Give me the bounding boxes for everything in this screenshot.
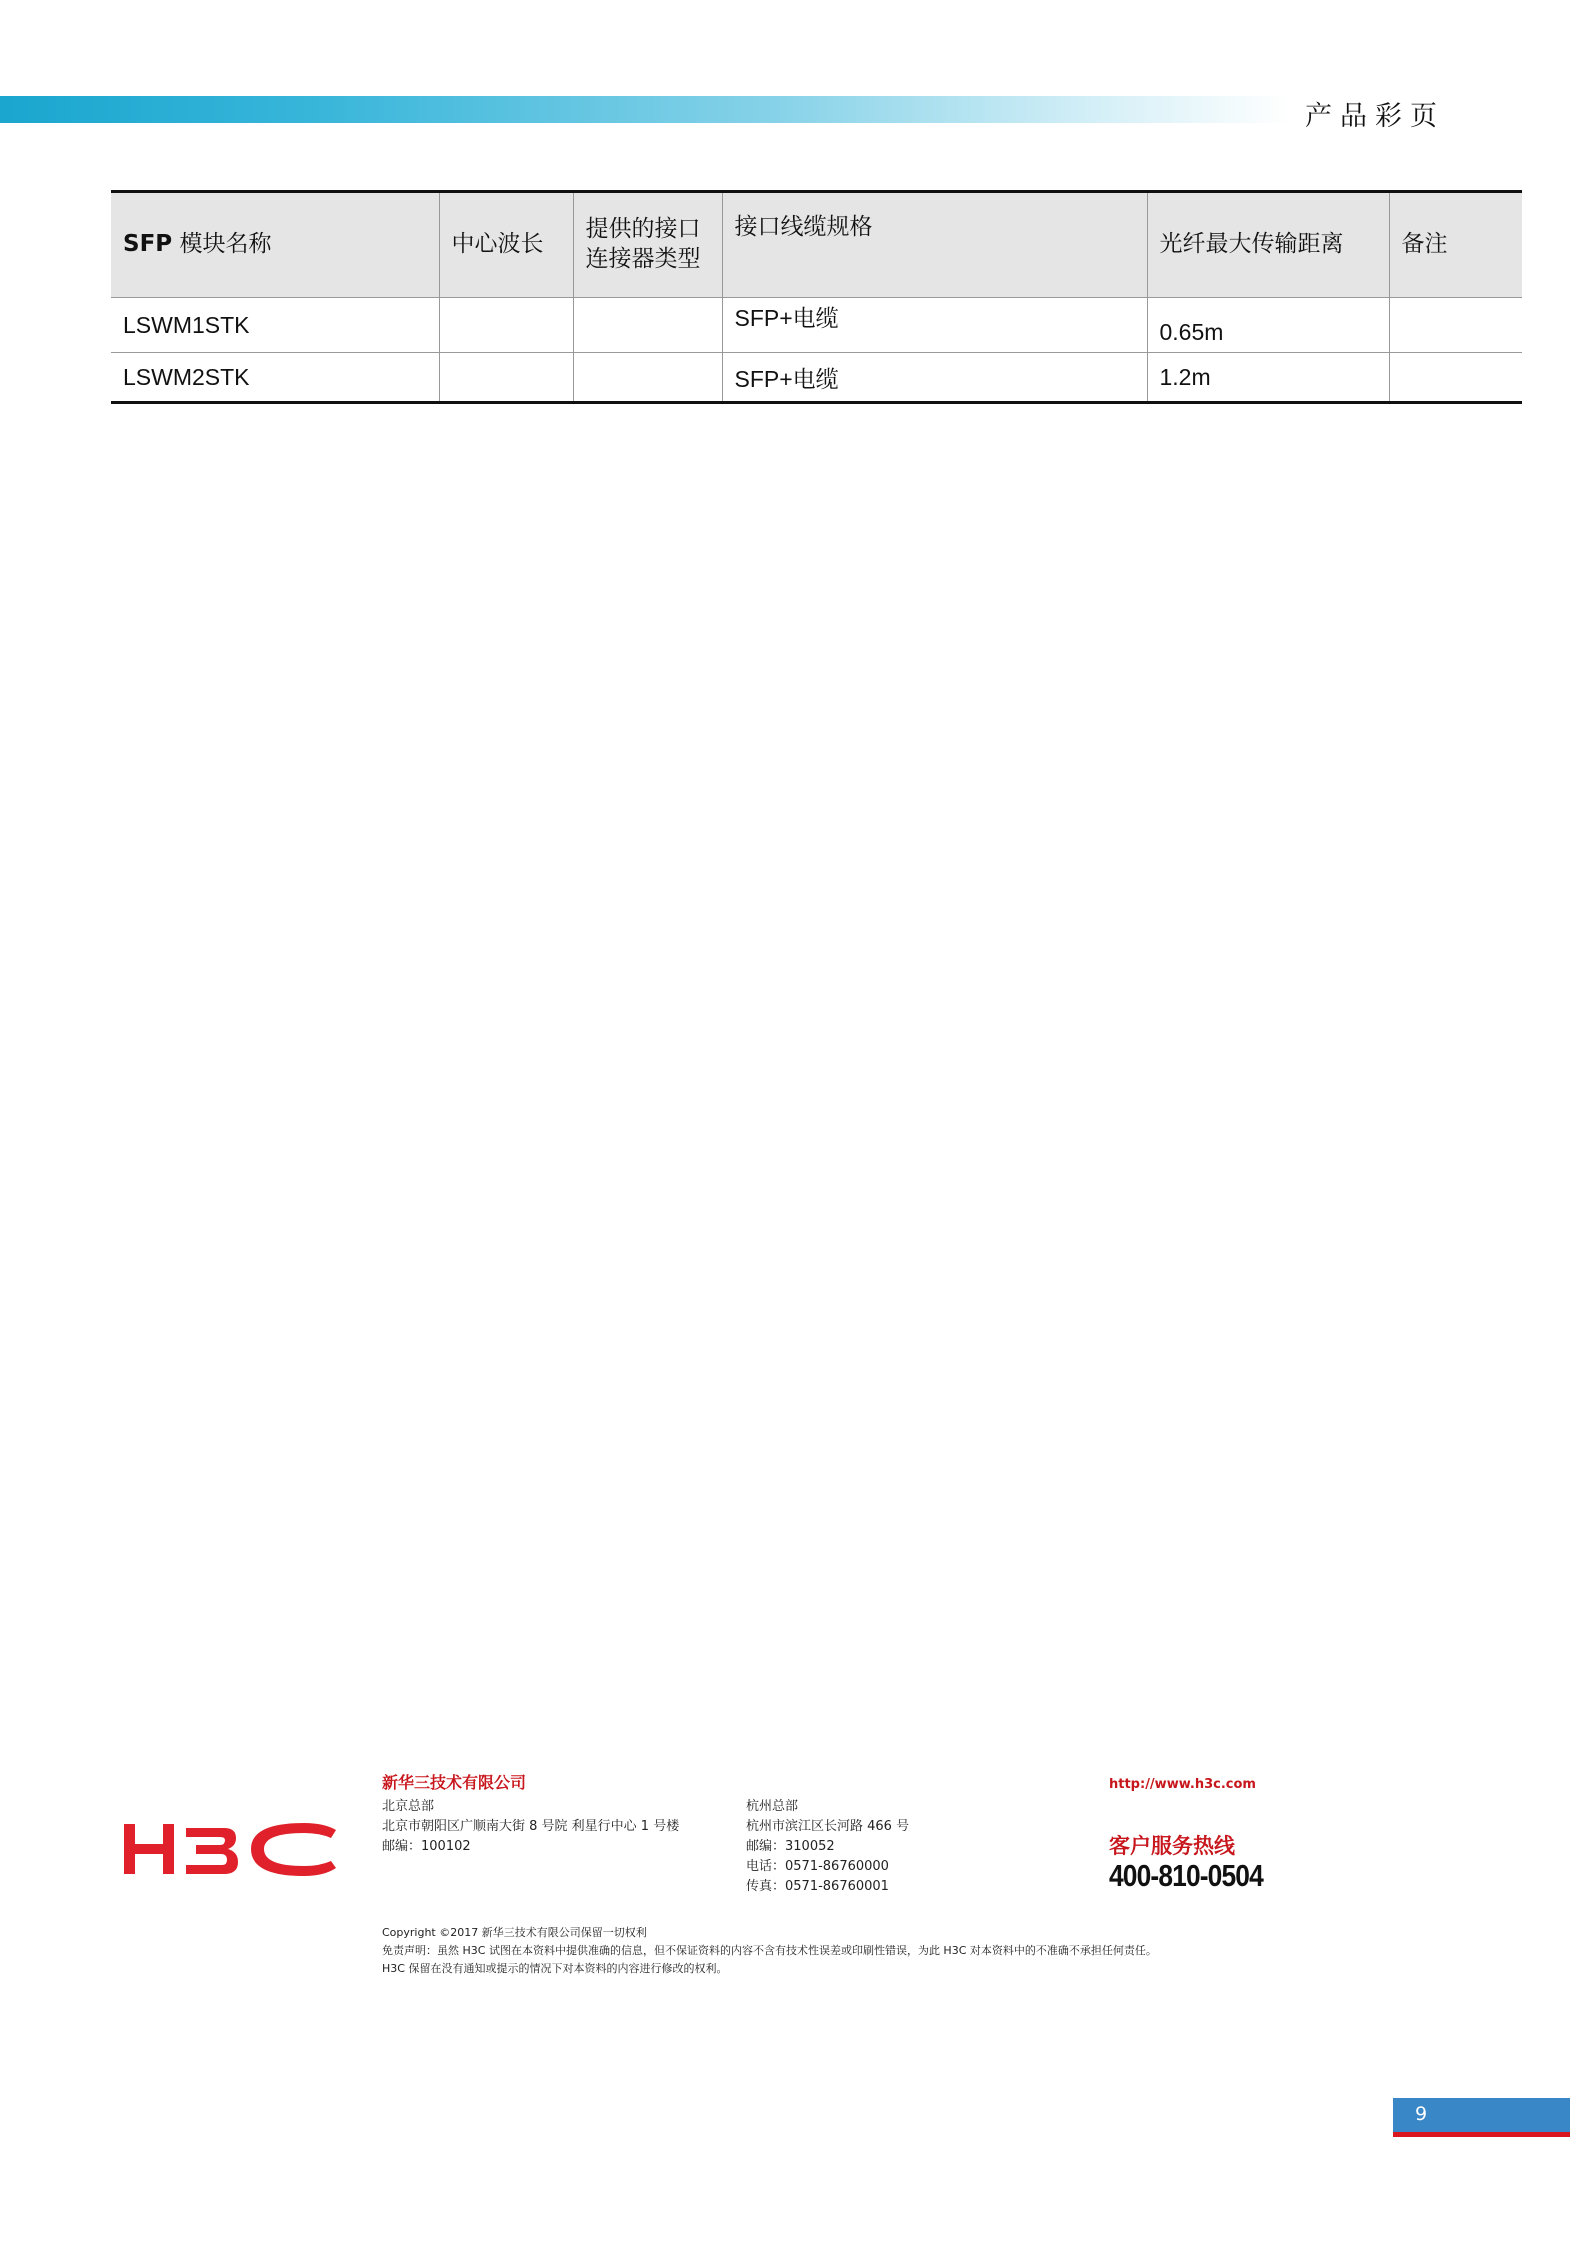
cell-remarks: [1389, 298, 1522, 353]
legal-notice: [382, 1924, 1157, 1978]
table-header-row: [111, 192, 1522, 298]
website-link[interactable]: http://www.h3c.com: [1109, 1777, 1256, 1792]
cell-module-name: LSWM1STK: [111, 298, 439, 353]
cell-distance: 1.2m: [1147, 353, 1389, 403]
cell-remarks: [1389, 353, 1522, 403]
header-module-name: SFP 模块名称: [111, 192, 439, 298]
page-number-box: [1393, 2098, 1570, 2137]
header-title: 产品彩页: [1305, 101, 1445, 132]
h3c-logo: [124, 1820, 340, 1880]
page-number: 9: [1415, 2103, 1428, 2125]
hangzhou-address: 杭州市滨江区长河路 466 号: [746, 1819, 910, 1834]
cell-wavelength: [439, 353, 573, 403]
disclaimer-text: 免责声明：虽然 H3C 试图在本资料中提供准确的信息，但不保证资料的内容不含有技术性误差或印刷性错误，为此 H3C 对本资料中的不准确不承担任何责任。: [382, 1944, 1157, 1957]
cell-wavelength: [439, 298, 573, 353]
hotline-label: 客户服务热线: [1109, 1834, 1235, 1858]
copyright-text: Copyright ©2017 新华三技术有限公司保留一切权利: [382, 1926, 647, 1939]
cell-connector: [573, 353, 722, 403]
hotline-number: 400-810-0504: [1109, 1858, 1263, 1893]
rights-text: H3C 保留在没有通知或提示的情况下对本资料的内容进行修改的权利。: [382, 1962, 728, 1975]
company-name: 新华三技术有限公司: [382, 1773, 527, 1792]
hangzhou-fax: 传真：0571-86760001: [746, 1879, 889, 1894]
hangzhou-postcode: 邮编：310052: [746, 1839, 835, 1854]
cell-distance: 0.65m: [1147, 298, 1389, 353]
header-remarks: 备注: [1389, 192, 1522, 298]
sfp-module-table: [111, 190, 1522, 404]
hangzhou-hq-info: [746, 1797, 909, 1897]
hangzhou-title: 杭州总部: [746, 1799, 799, 1814]
hangzhou-phone: 电话：0571-86760000: [746, 1859, 889, 1874]
table-row: [111, 353, 1522, 403]
header-max-distance: 光纤最大传输距离: [1147, 192, 1389, 298]
beijing-address: 北京市朝阳区广顺南大街 8 号院 利星行中心 1 号楼: [382, 1819, 680, 1834]
beijing-hq-info: [382, 1797, 679, 1857]
header-connector-type: 提供的接口 连接器类型: [573, 192, 722, 298]
cell-module-name: LSWM2STK: [111, 353, 439, 403]
header-cable-spec: 接口线缆规格: [722, 192, 1147, 298]
beijing-postcode: 邮编：100102: [382, 1839, 471, 1854]
table-row: [111, 298, 1522, 353]
cell-connector: [573, 298, 722, 353]
cell-cable-spec: SFP+电缆: [722, 298, 1147, 353]
beijing-title: 北京总部: [382, 1799, 435, 1814]
header-center-wavelength: 中心波长: [439, 192, 573, 298]
cell-cable-spec: SFP+电缆: [722, 353, 1147, 403]
header-gradient-bar: [0, 96, 1290, 123]
